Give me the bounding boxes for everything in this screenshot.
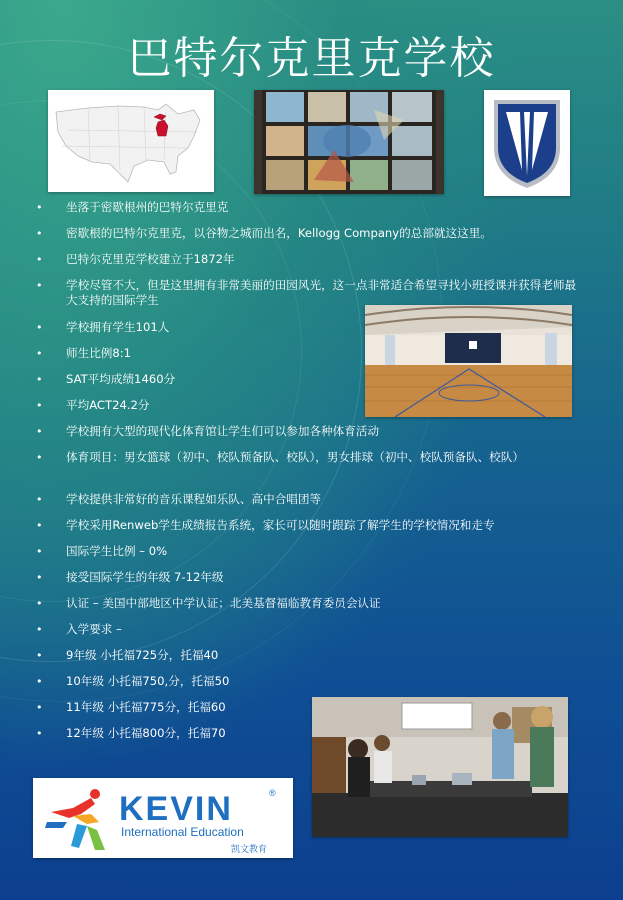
us-map-image (48, 90, 214, 192)
science-lab-image (312, 697, 568, 837)
bullet-icon: • (36, 727, 43, 740)
bullet-icon: • (36, 623, 43, 636)
gymnasium-image (365, 305, 572, 417)
bullet-icon: • (36, 571, 43, 584)
bullet-icon: • (36, 649, 43, 662)
bullet-icon: • (36, 227, 43, 240)
logo-subtitle: International Education (121, 825, 244, 839)
bullet-icon: • (36, 279, 43, 292)
page-title: 巴特尔克里克学校 (127, 33, 496, 84)
bullet-icon: • (36, 253, 43, 266)
bullet-icon: • (36, 597, 43, 610)
kevin-education-logo (33, 778, 293, 858)
logo-registered-mark: ® (269, 788, 276, 798)
bullet-icon: • (36, 675, 43, 688)
stained-glass-window-image (254, 90, 444, 194)
bullet-icon: • (36, 321, 43, 334)
bullet-icon: • (36, 493, 43, 506)
logo-brand: KEVIN (119, 790, 233, 828)
bullet-icon: • (36, 545, 43, 558)
bullet-icon: • (36, 201, 43, 214)
bullet-icon: • (36, 451, 43, 464)
logo-chinese-name: 凯文教育 (231, 845, 268, 855)
school-shield-logo (484, 90, 570, 196)
bullet-icon: • (36, 425, 43, 438)
bullet-icon: • (36, 399, 43, 412)
bullet-icon: • (36, 347, 43, 360)
bullet-icon: • (36, 519, 43, 532)
bullet-icon: • (36, 701, 43, 714)
bullet-icon: • (36, 373, 43, 386)
